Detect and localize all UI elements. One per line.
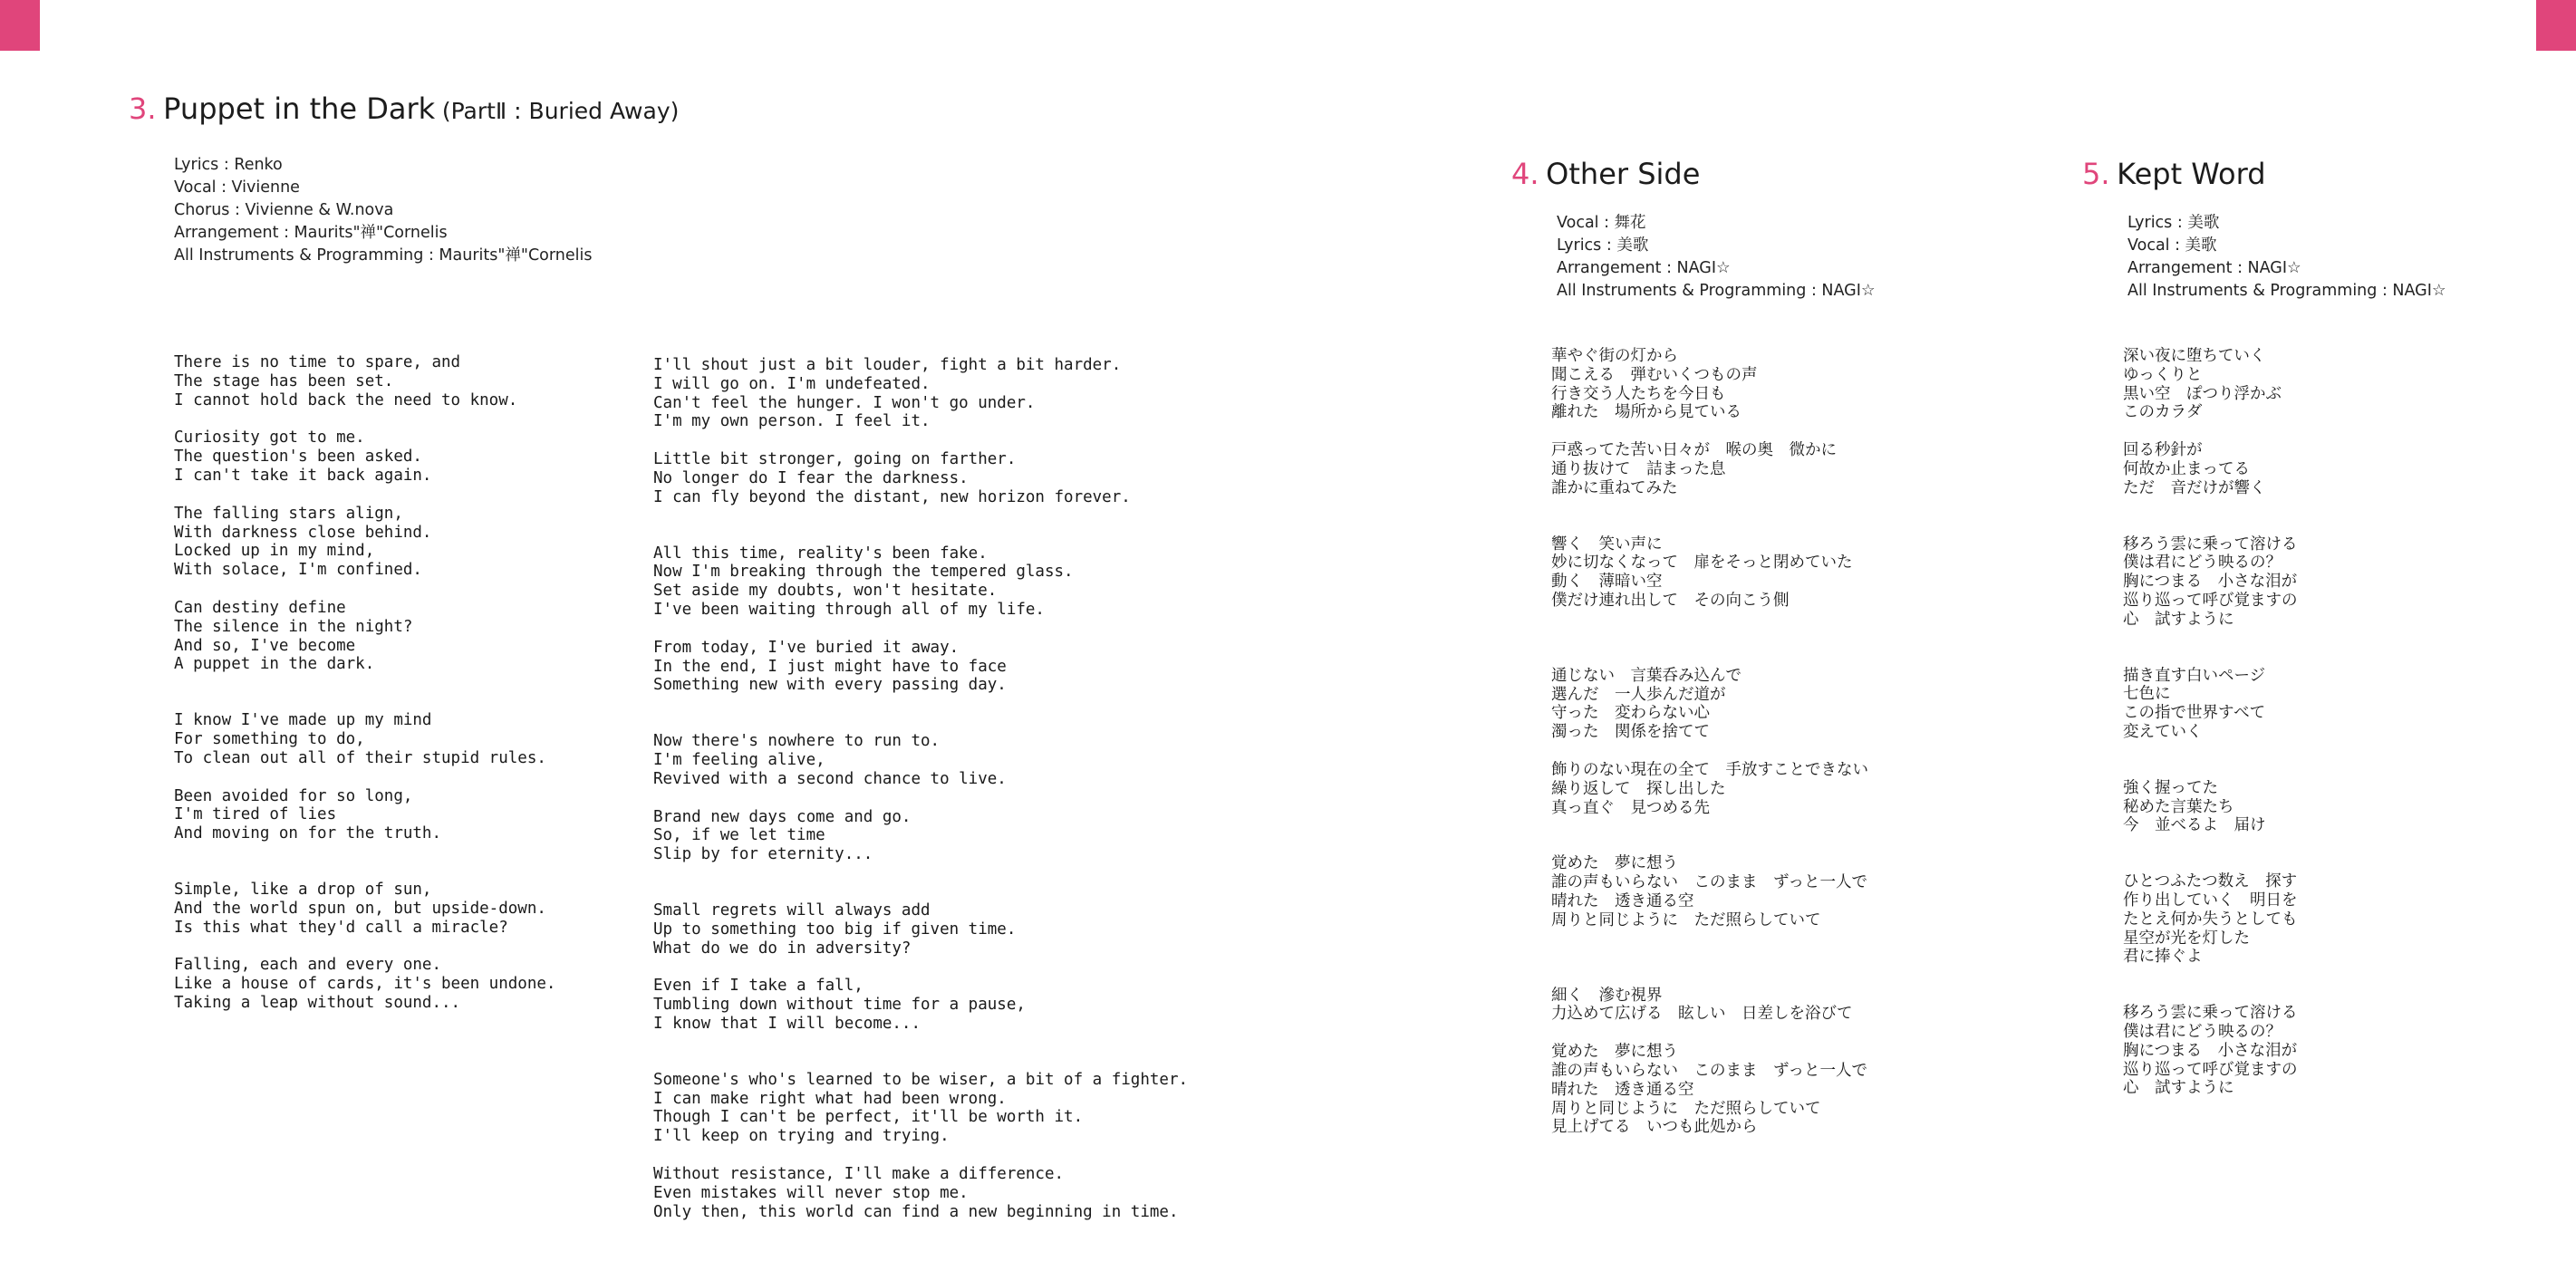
credit-line: Arrangement : Maurits"禅"Cornelis — [174, 224, 448, 242]
lyric-line: There is no time to spare, and — [174, 353, 461, 371]
lyric-stanza — [2123, 1004, 2298, 1098]
lyric-line: So, if we let time — [653, 826, 825, 845]
lyric-line: Small regrets will always add — [653, 900, 931, 920]
lyric-line: ただ 音だけが響く — [2123, 478, 2266, 497]
lyric-stanza — [653, 1071, 1188, 1146]
lyric-line: Tumbling down without time for a pause, — [653, 996, 1026, 1015]
lyric-line: I know I've made up my mind — [174, 711, 432, 730]
lyric-line: Like a house of cards, it's been undone. — [174, 975, 556, 994]
lyric-line: 周りと同じように ただ照らしていて — [1551, 910, 1821, 929]
lyric-line: To clean out all of their stupid rules. — [174, 748, 546, 767]
song-4-lyrics — [1551, 347, 1868, 1137]
lyric-line: 君に捧ぐよ — [2123, 948, 2203, 967]
credit-line: All Instruments & Programming : NAGI☆ — [2127, 282, 2446, 300]
lyric-line: I'm my own person. I feel it. — [653, 412, 931, 431]
song-name: Puppet in the Dark — [163, 91, 436, 126]
lyric-line: 何故か止まってる — [2123, 459, 2250, 478]
lyric-line: Curiosity got to me. — [174, 428, 365, 448]
lyric-line: Though I can't be perfect, it'll be worth it. — [653, 1108, 1084, 1127]
lyric-line: 選んだ 一人歩んだ道が — [1551, 685, 1726, 704]
lyric-line: Even if I take a fall, — [653, 977, 863, 996]
lyric-line: Little bit stronger, going on farther. — [653, 450, 1017, 469]
lyric-line: Locked up in my mind, — [174, 542, 375, 561]
lyric-line: And so, I've become — [174, 636, 356, 655]
lyric-line: 覚めた 夢に想う — [1551, 854, 1678, 873]
song-title-5 — [2082, 157, 2266, 191]
lyric-stanza — [2123, 535, 2298, 630]
credit-line: Lyrics : 美歌 — [1557, 236, 1649, 255]
lyric-line: Been avoided for so long, — [174, 786, 413, 805]
lyric-line: Without resistance, I'll make a difference. — [653, 1164, 1065, 1183]
lyric-line: 変えていく — [2123, 722, 2203, 741]
lyric-line: 通り抜けて 詰まった息 — [1551, 459, 1726, 478]
lyric-line: Someone's who's learned to be wiser, a bit of a fighter. — [653, 1070, 1189, 1089]
lyric-stanza — [653, 450, 1188, 506]
lyric-line: たとえ何か失うとしても — [2123, 910, 2298, 929]
lyric-line: 移ろう雲に乗って溶ける — [2123, 1004, 2298, 1023]
lyric-line: Simple, like a drop of sun, — [174, 880, 432, 899]
lyric-line: Can destiny define — [174, 598, 346, 617]
lyric-line: No longer do I fear the darkness. — [653, 468, 969, 487]
lyric-line: 僕は君にどう映るの？ — [2123, 554, 2282, 573]
lyric-line: What do we do in adversity? — [653, 939, 912, 958]
lyric-line: 通じない 言葉呑み込んで — [1551, 666, 1741, 685]
lyric-line: Now there's nowhere to run to. — [653, 732, 941, 751]
credit-line: Vocal : 舞花 — [1557, 214, 1646, 232]
corner-accent-left — [0, 0, 40, 51]
credit-line: Vocal : 美歌 — [2127, 236, 2217, 255]
credit-line: Chorus : Vivienne & W.nova — [174, 201, 394, 219]
lyric-stanza — [1551, 761, 1868, 817]
song-5-lyrics — [2123, 347, 2298, 1098]
lyric-line: I'm tired of lies — [174, 805, 337, 824]
credit-line: Lyrics : Renko — [174, 156, 283, 174]
lyric-stanza — [174, 956, 555, 1012]
lyric-line: 妙に切なくなって 扉をそっと閉めていた — [1551, 554, 1853, 573]
lyric-line: 強く握ってた — [2123, 778, 2218, 797]
lyric-line: 守った 変わらない心 — [1551, 704, 1710, 723]
lyric-line: 移ろう雲に乗って溶ける — [2123, 534, 2298, 554]
lyric-line: The falling stars align, — [174, 504, 403, 523]
lyric-line: The question's been asked. — [174, 448, 422, 467]
lyric-line: 力込めて広げる 眩しい 日差しを浴びて — [1551, 1005, 1853, 1024]
lyric-line: 見上げてる いつも此処から — [1551, 1118, 1758, 1137]
lyric-line: I've been waiting through all of my life. — [653, 600, 1045, 619]
lyric-line: 響く 笑い声に — [1551, 534, 1663, 554]
lyric-line: Falling, each and every one. — [174, 956, 442, 975]
corner-accent-right — [2536, 0, 2576, 51]
lyric-line: Revived with a second chance to live. — [653, 769, 1007, 788]
lyric-stanza — [653, 639, 1188, 695]
lyric-line: The silence in the night? — [174, 617, 413, 636]
lyric-stanza — [1551, 987, 1868, 1025]
lyric-stanza — [174, 787, 555, 843]
lyric-line: 心 試すように — [2123, 610, 2234, 629]
lyric-line: From today, I've buried it away. — [653, 638, 960, 657]
lyric-line: 七色に — [2123, 685, 2171, 704]
lyric-line: 誰かに重ねてみた — [1551, 478, 1678, 497]
lyric-line: A puppet in the dark. — [174, 655, 375, 674]
lyric-line: ゆっくりと — [2123, 365, 2203, 384]
song-4-credits — [1557, 212, 1876, 303]
lyric-line: このカラダ — [2123, 403, 2203, 422]
lyric-stanza — [1551, 667, 1868, 742]
lyric-line: 華やぐ街の灯から — [1551, 347, 1678, 365]
lyric-line: 濁った 関係を捨てて — [1551, 723, 1710, 742]
lyric-line: 覚めた 夢に想う — [1551, 1043, 1678, 1062]
lyric-line: And moving on for the truth. — [174, 824, 442, 843]
lyric-stanza — [653, 544, 1188, 620]
lyric-line: I can make right what had been wrong. — [653, 1089, 1007, 1108]
lyric-stanza — [174, 599, 555, 674]
lyric-stanza — [653, 1165, 1188, 1221]
song-subtitle: (PartⅡ : Buried Away) — [441, 98, 680, 124]
lyric-line: 心 試すように — [2123, 1079, 2234, 1098]
lyric-line: In the end, I just might have to face — [653, 657, 1007, 676]
lyric-line: 秘めた言葉たち — [2123, 797, 2234, 816]
song-title-4 — [1511, 157, 1701, 191]
lyric-stanza — [174, 505, 555, 580]
song-3-lyrics-column-1 — [174, 353, 555, 1013]
lyric-line: ひとつふたつ数え 探す — [2123, 872, 2298, 891]
credit-line: All Instruments & Programming : NAGI☆ — [1557, 282, 1876, 300]
lyric-line: With darkness close behind. — [174, 523, 432, 542]
lyric-stanza — [1551, 1043, 1868, 1137]
lyric-line: 僕は君にどう映るの？ — [2123, 1022, 2282, 1041]
credit-line: Arrangement : NAGI☆ — [1557, 259, 1731, 277]
lyric-line: I can fly beyond the distant, new horizon forever. — [653, 487, 1131, 506]
song-number: 3. — [129, 91, 157, 126]
lyric-line: Is this what they'd call a miracle? — [174, 918, 508, 937]
song-5-credits — [2127, 212, 2446, 303]
lyric-line: 僕だけ連れ出して その向こう側 — [1551, 591, 1790, 610]
lyric-stanza — [653, 901, 1188, 958]
lyric-stanza — [2123, 441, 2298, 497]
song-name: Kept Word — [2117, 157, 2266, 191]
lyric-stanza — [2123, 872, 2298, 967]
lyric-stanza — [1551, 441, 1868, 497]
song-title-3 — [129, 91, 680, 126]
lyric-line: Something new with every passing day. — [653, 676, 1007, 695]
lyric-line: 誰の声もいらない このまま ずっと一人で — [1551, 873, 1867, 892]
lyric-line: 胸につまる 小さな泪が — [2123, 1041, 2298, 1060]
credit-line: Arrangement : NAGI☆ — [2127, 259, 2301, 277]
credit-line: Lyrics : 美歌 — [2127, 214, 2220, 232]
lyric-stanza — [174, 881, 555, 937]
lyric-line: Taking a leap without sound... — [174, 993, 461, 1012]
lyric-stanza — [2123, 347, 2298, 422]
lyric-line: 動く 薄暗い空 — [1551, 573, 1663, 592]
lyric-line: For something to do, — [174, 729, 365, 748]
song-name: Other Side — [1546, 157, 1701, 191]
lyric-line: I cannot hold back the need to know. — [174, 390, 518, 409]
lyric-line: 行き交う人たちを今日も — [1551, 384, 1726, 403]
lyric-line: Set aside my doubts, won't hesitate. — [653, 582, 998, 601]
lyric-line: 晴れた 透き通る空 — [1551, 891, 1694, 910]
lyric-stanza — [1551, 347, 1868, 422]
lyric-line: The stage has been set. — [174, 371, 394, 390]
lyric-stanza — [1551, 854, 1868, 929]
lyric-line: 巡り巡って呼び覚ますの — [2123, 1060, 2298, 1079]
credit-line: Vocal : Vivienne — [174, 178, 300, 197]
lyric-line: 回る秒針が — [2123, 441, 2203, 460]
lyric-stanza — [174, 353, 555, 409]
lyric-line: 飾りのない現在の全て 手放すことできない — [1551, 760, 1868, 779]
lyric-line: I can't take it back again. — [174, 466, 432, 485]
lyric-line: この指で世界すべて — [2123, 704, 2266, 723]
lyric-line: Only then, this world can find a new beginning in time. — [653, 1202, 1179, 1221]
credit-line: All Instruments & Programming : Maurits"禅"Cornelis — [174, 246, 593, 265]
lyric-line: 聞こえる 弾むいくつもの声 — [1551, 365, 1758, 384]
lyric-line: 離れた 場所から見ている — [1551, 403, 1741, 422]
lyric-line: 描き直す白いページ — [2123, 666, 2266, 685]
lyric-line: Now I'm breaking through the tempered glass. — [653, 563, 1074, 582]
lyric-line: 星空が光を灯した — [2123, 929, 2250, 948]
lyric-line: 今 並べるよ 届け — [2123, 816, 2266, 835]
lyric-line: 晴れた 透き通る空 — [1551, 1080, 1694, 1099]
lyric-stanza — [174, 428, 555, 485]
lyric-stanza — [2123, 667, 2298, 742]
lyric-line: 繰り返して 探し出した — [1551, 779, 1726, 798]
lyric-stanza — [1551, 535, 1868, 611]
song-number: 4. — [1511, 157, 1539, 191]
lyric-line: I will go on. I'm undefeated. — [653, 374, 931, 393]
lyric-line: I'm feeling alive, — [653, 750, 825, 769]
lyric-line: 胸につまる 小さな泪が — [2123, 573, 2298, 592]
lyric-line: 深い夜に堕ちていく — [2123, 347, 2266, 365]
lyric-line: And the world spun on, but upside-down. — [174, 899, 546, 918]
lyric-line: 黒い空 ぽつり浮かぶ — [2123, 384, 2282, 403]
lyric-line: I'll keep on trying and trying. — [653, 1127, 950, 1146]
song-number: 5. — [2082, 157, 2110, 191]
lyric-line: Can't feel the hunger. I won't go under. — [653, 393, 1036, 412]
song-3-credits — [174, 154, 592, 267]
lyric-stanza — [653, 808, 1188, 864]
lyric-line: 周りと同じように ただ照らしていて — [1551, 1099, 1821, 1118]
lyric-line: All this time, reality's been fake. — [653, 544, 988, 563]
song-3-lyrics-column-2 — [653, 356, 1188, 1221]
lyric-stanza — [653, 977, 1188, 1033]
lyric-line: 真っ直ぐ 見つめる先 — [1551, 798, 1710, 817]
lyric-stanza — [653, 356, 1188, 431]
lyric-line: 作り出していく 明日を — [2123, 891, 2298, 910]
lyric-line: I know that I will become... — [653, 1014, 921, 1033]
lyric-line: Brand new days come and go. — [653, 807, 912, 826]
lyric-line: Slip by for eternity... — [653, 845, 873, 864]
lyric-stanza — [653, 732, 1188, 788]
lyric-line: I'll shout just a bit louder, fight a bit harder. — [653, 356, 1122, 374]
lyric-line: Even mistakes will never stop me. — [653, 1183, 969, 1202]
lyric-line: With solace, I'm confined. — [174, 561, 422, 580]
lyric-line: 誰の声もいらない このまま ずっと一人で — [1551, 1061, 1867, 1080]
lyric-line: 細く 滲む視界 — [1551, 986, 1663, 1005]
lyric-line: 巡り巡って呼び覚ますの — [2123, 591, 2298, 610]
lyric-stanza — [2123, 779, 2298, 835]
lyric-line: Up to something too big if given time. — [653, 920, 1017, 939]
lyric-line: 戸惑ってた苦い日々が 喉の奥 微かに — [1551, 441, 1837, 460]
lyric-stanza — [174, 711, 555, 767]
